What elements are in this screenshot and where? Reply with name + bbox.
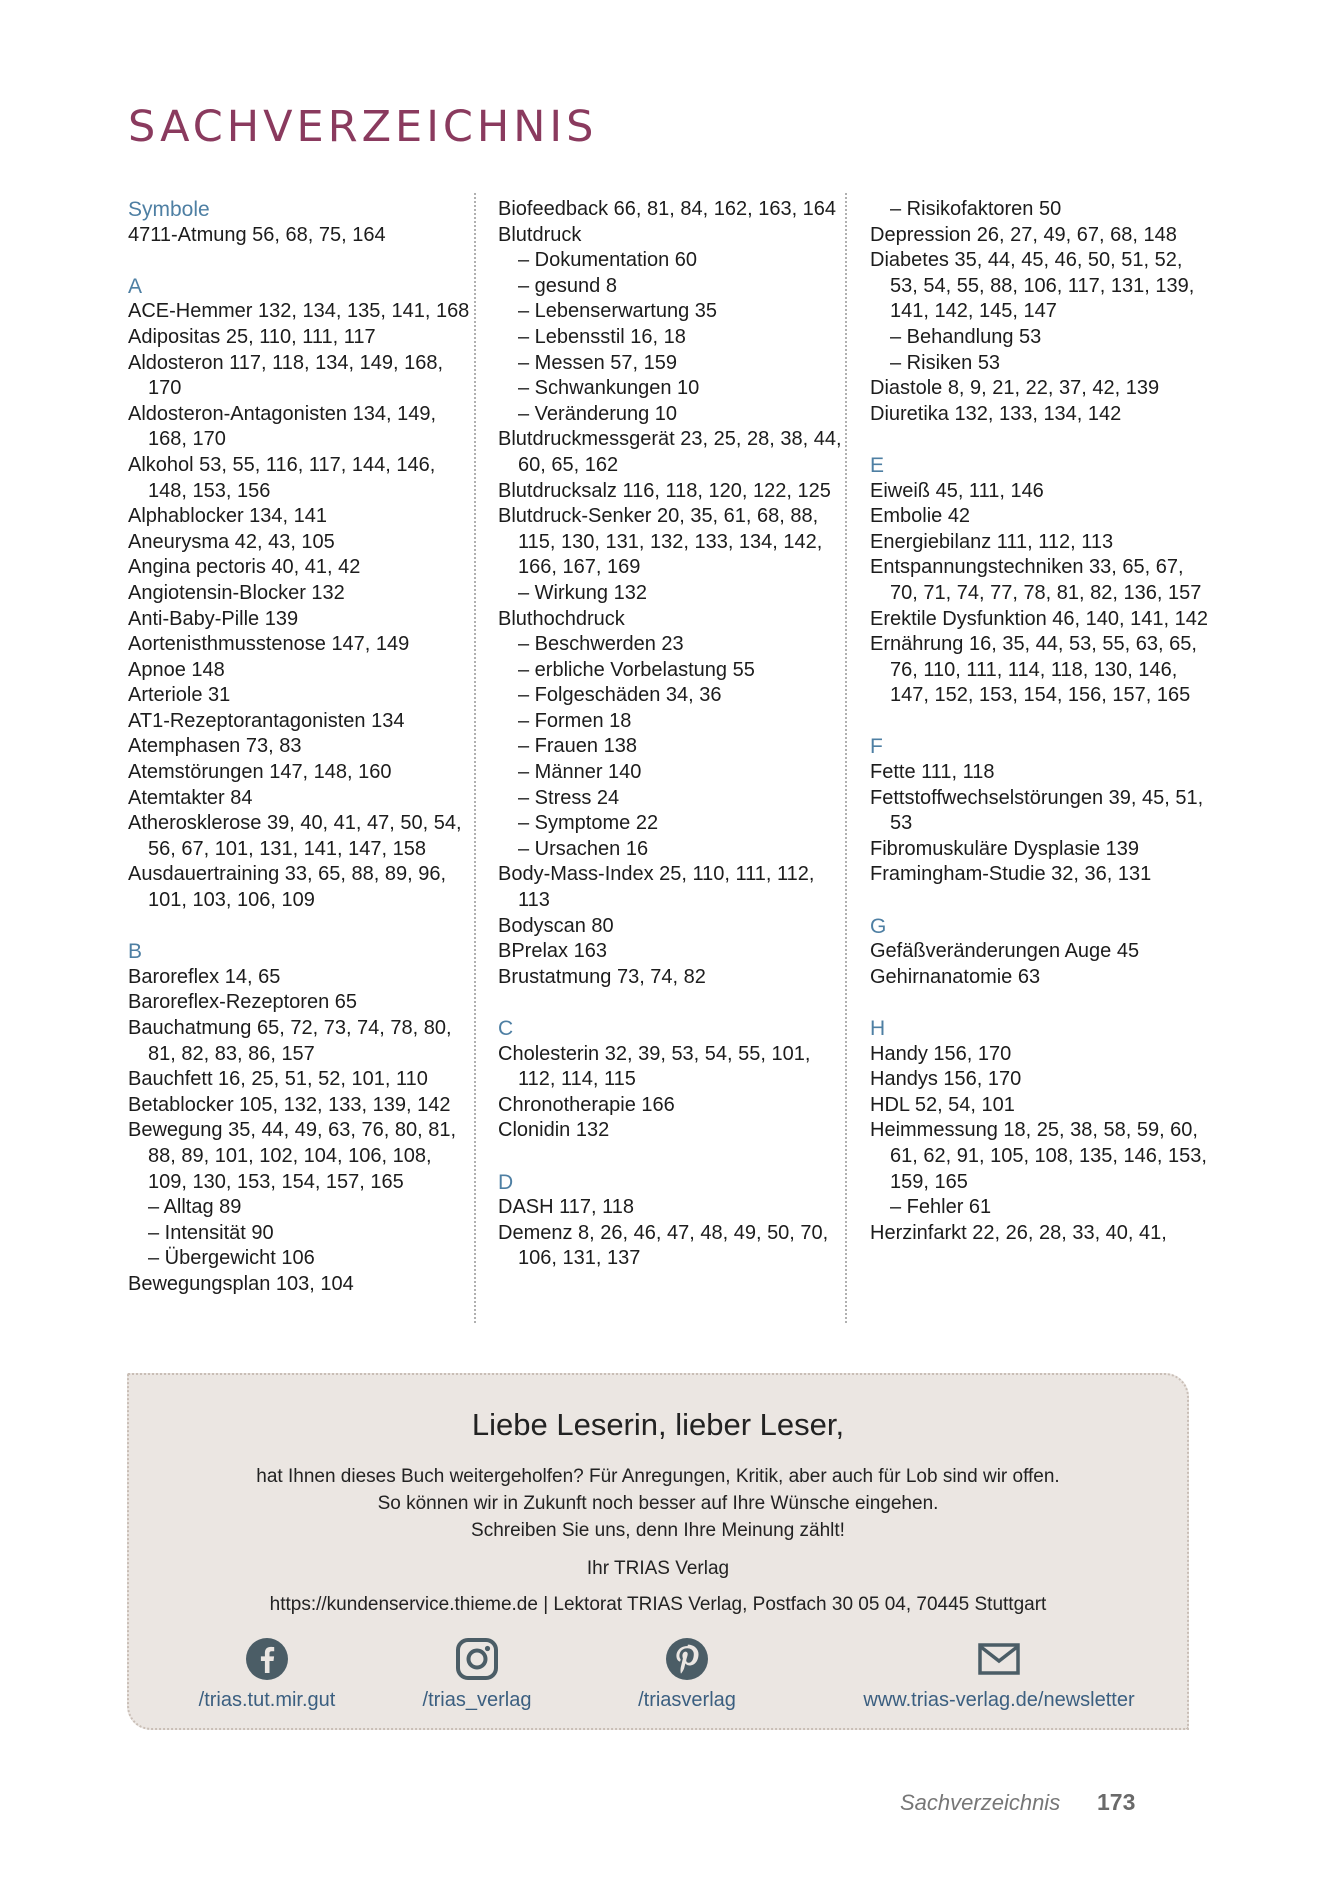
index-entry: Handy 156, 170: [870, 1042, 1012, 1065]
newsletter-link[interactable]: [849, 1637, 1149, 1712]
index-entry: Alphablocker 134, 141: [128, 505, 328, 528]
index-section: [870, 734, 1215, 888]
index-entry: Ausdauertraining 33, 65, 88, 89, 96, 101, 103, 106, 109: [128, 863, 447, 912]
index-entry: Aldosteron 117, 118, 134, 149, 168, 170: [128, 351, 444, 400]
index-entry: Fibromuskuläre Dysplasie 139: [870, 837, 1140, 860]
index-entry: Embolie 42: [870, 505, 971, 528]
index-entry: Fettstoffwechselstörungen 39, 45, 51, 53: [870, 786, 1204, 835]
index-entry: Biofeedback 66, 81, 84, 162, 163, 164: [498, 198, 837, 220]
index-entry: Blutdruck: [498, 223, 582, 246]
index-subentry: – Behandlung 53: [890, 325, 1042, 348]
index-section: [870, 1016, 1215, 1246]
index-column-3: [870, 197, 1215, 1246]
index-subentry: – Formen 18: [518, 709, 632, 732]
index-subentry: – gesund 8: [518, 274, 617, 297]
index-entry: Arteriole 31: [128, 684, 231, 707]
index-subentry: – Lebensstil 16, 18: [518, 325, 686, 348]
reader-box-line: Schreiben Sie uns, denn Ihre Meinung zählt!: [471, 1520, 845, 1541]
index-entry: Atemphasen 73, 83: [128, 735, 302, 758]
pinterest-handle[interactable]: /triasverlag: [638, 1689, 736, 1711]
index-entry: Gefäßveränderungen Auge 45: [870, 940, 1140, 963]
index-column-1: [128, 197, 473, 1298]
index-entry: Herzinfarkt 22, 26, 28, 33, 40, 41,: [870, 1221, 1167, 1244]
page-number: 173: [1097, 1789, 1136, 1815]
section-letter: H: [870, 1017, 886, 1040]
index-entry: Entspannungstechniken 33, 65, 67, 70, 71, 74, 77, 78, 81, 82, 136, 157: [870, 556, 1202, 604]
index-entry: Diuretika 132, 133, 134, 142: [870, 402, 1122, 425]
reader-box-contact[interactable]: https://kundenservice.thieme.de | Lektorat TRIAS Verlag, Postfach 30 05 04, 70445 Stuttgart: [269, 1594, 1047, 1615]
reader-box-heading: Liebe Leserin, lieber Leser,: [471, 1407, 845, 1442]
index-section: [498, 1170, 843, 1272]
index-entry: Body-Mass-Index 25, 110, 111, 112, 113: [498, 863, 815, 912]
instagram-icon: [455, 1637, 499, 1681]
index-entry: Baroreflex-Rezeptoren 65: [128, 991, 358, 1014]
index-column-2: [498, 197, 843, 1272]
instagram-handle[interactable]: /trias_verlag: [422, 1689, 532, 1711]
index-entry: Bluthochdruck: [498, 607, 625, 630]
index-section: [128, 274, 473, 914]
index-entry: Atemtakter 84: [128, 786, 253, 809]
index-section: [128, 939, 473, 1297]
section-letter: B: [128, 940, 143, 964]
index-entry: 4711-Atmung 56, 68, 75, 164: [128, 223, 386, 246]
index-entry: Fette 111, 118: [870, 761, 995, 784]
index-entry: Atemstörungen 147, 148, 160: [128, 761, 392, 784]
index-entry: Bauchfett 16, 25, 51, 52, 101, 110: [128, 1068, 428, 1091]
index-entry: Brustatmung 73, 74, 82: [498, 965, 706, 988]
index-subentry: – Folgeschäden 34, 36: [518, 684, 722, 707]
reader-box-line: hat Ihnen dieses Buch weitergeholfen? Für Anregungen, Kritik, aber auch für Lob sind wir offen.: [256, 1466, 1060, 1487]
index-entry: Clonidin 132: [498, 1119, 610, 1142]
index-subentry: – Messen 57, 159: [518, 351, 677, 374]
index-entry: Energiebilanz 111, 112, 113: [870, 530, 1114, 553]
index-entry: Chronotherapie 166: [498, 1093, 675, 1116]
index-entry: Apnoe 148: [128, 658, 225, 681]
index-entry: Eiweiß 45, 111, 146: [870, 479, 1044, 502]
index-entry: DASH 117, 118: [498, 1196, 635, 1219]
index-entry: Angiotensin-Blocker 132: [128, 581, 345, 604]
index-entry: AT1-Rezeptorantagonisten 134: [128, 709, 405, 732]
index-entry: Atherosklerose 39, 40, 41, 47, 50, 54, 56, 67, 101, 131, 141, 147, 158: [128, 812, 462, 860]
index-entry: Blutdruckmessgerät 23, 25, 28, 38, 44, 60, 65, 162: [498, 428, 842, 476]
index-subentry: – Ursachen 16: [518, 837, 649, 860]
newsletter-url[interactable]: www.trias-verlag.de/newsletter: [863, 1689, 1135, 1711]
index-entry: Blutdrucksalz 116, 118, 120, 122, 125: [498, 479, 831, 502]
index-section: [498, 197, 843, 990]
section-letter: E: [870, 453, 885, 477]
index-entry: Ernährung 16, 35, 44, 53, 55, 63, 65, 76, 110, 111, 114, 118, 130, 146, 147, 152, 153, 154, 156, 157, 165: [870, 633, 1197, 707]
index-entry: Cholesterin 32, 39, 53, 54, 55, 101, 112, 114, 115: [498, 1042, 811, 1091]
reader-box-text: [129, 1463, 1187, 1544]
index-entry: Gehirnanatomie 63: [870, 965, 1041, 988]
index-subentry: – Männer 140: [518, 761, 642, 784]
running-footer: Sachverzeichnis: [900, 1790, 1061, 1815]
index-entry: Diastole 8, 9, 21, 22, 37, 42, 139: [870, 377, 1160, 400]
index-subentry: – Dokumentation 60: [518, 249, 698, 272]
index-section: [128, 197, 473, 248]
index-subentry: – Übergewicht 106: [148, 1247, 315, 1270]
index-entry: Anti-Baby-Pille 139: [128, 607, 299, 630]
page-title: SACHVERZEICHNIS: [128, 102, 598, 152]
index-entry: Bewegung 35, 44, 49, 63, 76, 80, 81, 88, 89, 101, 102, 104, 106, 108, 109, 130, 153, 154, 157, 165: [128, 1119, 457, 1193]
section-letter: F: [870, 735, 883, 759]
index-entry: Aortenisthmusstenose 147, 149: [128, 633, 410, 656]
facebook-handle[interactable]: /trias.tut.mir.gut: [198, 1689, 336, 1711]
index-entry: Diabetes 35, 44, 45, 46, 50, 51, 52, 53, 54, 55, 88, 106, 117, 131, 139, 141, 142, 145, 147: [870, 249, 1195, 323]
index-entry: Alkohol 53, 55, 116, 117, 144, 146, 148, 153, 156: [128, 453, 436, 502]
index-entry: Adipositas 25, 110, 111, 117: [128, 325, 376, 348]
index-section: [498, 1016, 843, 1144]
index-section: [870, 914, 1215, 991]
index-entry: Bodyscan 80: [498, 914, 614, 937]
index-entry: BPrelax 163: [498, 940, 607, 963]
index-entry: Aldosteron-Antagonisten 134, 149, 168, 170: [128, 402, 436, 451]
facebook-icon: [245, 1637, 289, 1681]
index-entry: Angina pectoris 40, 41, 42: [128, 556, 361, 579]
index-section: [870, 453, 1215, 709]
index-entry: Heimmessung 18, 25, 38, 58, 59, 60, 61, 62, 91, 105, 108, 135, 146, 153, 159, 165: [870, 1119, 1207, 1193]
column-divider: [845, 193, 847, 1323]
index-entry: HDL 52, 54, 101: [870, 1093, 1015, 1116]
index-subentry: – Risikofaktoren 50: [890, 198, 1062, 220]
index-entry: Demenz 8, 26, 46, 47, 48, 49, 50, 70, 106, 131, 137: [498, 1221, 829, 1270]
index-entry: Erektile Dysfunktion 46, 140, 141, 142: [870, 607, 1208, 630]
index-subentry: – Schwankungen 10: [518, 377, 700, 400]
index-section: [870, 197, 1215, 427]
reader-feedback-box: [127, 1373, 1189, 1730]
index-entry: Blutdruck-Senker 20, 35, 61, 68, 88, 115, 130, 131, 132, 133, 134, 142, 166, 167, 169: [498, 505, 823, 579]
index-entry: Handys 156, 170: [870, 1068, 1022, 1091]
reader-box-signature: Ihr TRIAS Verlag: [586, 1558, 730, 1579]
index-subentry: – Frauen 138: [518, 735, 637, 758]
index-entry: Betablocker 105, 132, 133, 139, 142: [128, 1093, 451, 1116]
pinterest-icon: [665, 1637, 709, 1681]
index-subentry: – Wirkung 132: [518, 581, 647, 604]
reader-box-line: So können wir in Zukunft noch besser auf Ihre Wünsche eingehen.: [377, 1493, 939, 1514]
index-subentry: – Risiken 53: [890, 351, 1001, 374]
facebook-link[interactable]: [187, 1637, 347, 1712]
index-subentry: – Intensität 90: [148, 1221, 274, 1244]
section-letter: C: [498, 1017, 514, 1040]
index-entry: Depression 26, 27, 49, 67, 68, 148: [870, 223, 1177, 246]
instagram-link[interactable]: [397, 1637, 557, 1712]
index-entry: Baroreflex 14, 65: [128, 965, 281, 988]
mail-icon: [977, 1637, 1021, 1681]
index-subentry: – Alltag 89: [148, 1196, 242, 1219]
index-entry: Aneurysma 42, 43, 105: [128, 530, 335, 553]
pinterest-link[interactable]: [607, 1637, 767, 1712]
index-subentry: – Lebenserwartung 35: [518, 300, 718, 323]
index-subentry: – Symptome 22: [518, 812, 659, 835]
index-subentry: – Veränderung 10: [518, 402, 678, 425]
section-letter: G: [870, 914, 887, 938]
section-letter: D: [498, 1170, 514, 1194]
section-letter: A: [128, 274, 143, 298]
index-entry: Bauchatmung 65, 72, 73, 74, 78, 80, 81, 82, 83, 86, 157: [128, 1017, 452, 1065]
index-subentry: – Fehler 61: [890, 1196, 992, 1219]
index-entry: ACE-Hemmer 132, 134, 135, 141, 168: [128, 300, 470, 323]
index-entry: Framingham-Studie 32, 36, 131: [870, 863, 1152, 886]
index-subentry: – erbliche Vorbelastung 55: [518, 658, 755, 681]
index-subentry: – Beschwerden 23: [518, 633, 684, 656]
section-letter: Symbole: [128, 198, 210, 221]
index-subentry: – Stress 24: [518, 786, 620, 809]
index-entry: Bewegungsplan 103, 104: [128, 1272, 354, 1295]
column-divider: [474, 193, 476, 1323]
